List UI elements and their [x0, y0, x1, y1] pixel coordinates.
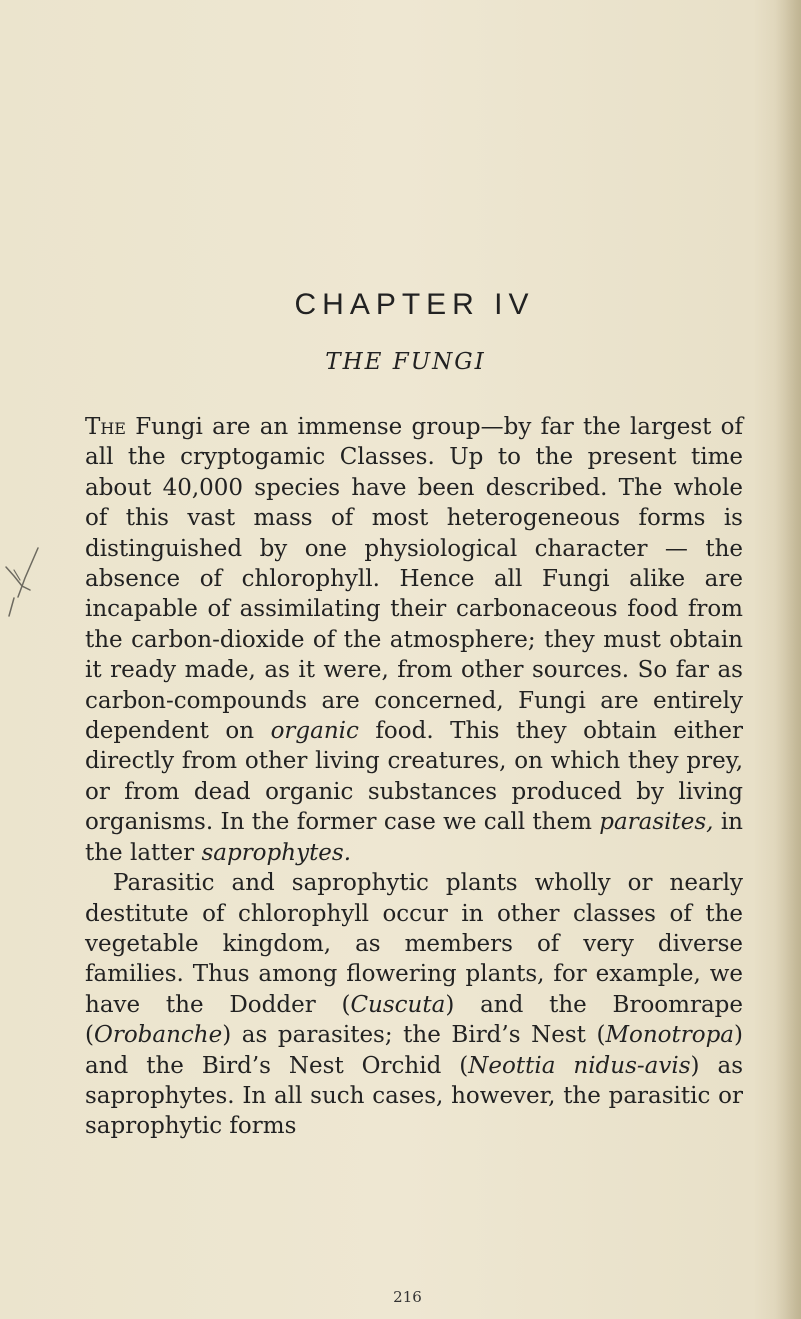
body-text	[85, 412, 743, 1142]
page-edge-shadow	[775, 0, 801, 1319]
italic-term: Orobanche	[93, 1022, 223, 1049]
text-segment: Parasitic and saprophytic plants wholly or nearly destitute of chlorophyll occur in other classes of the vegetable kingdom, as members of very diverse families. Thus among flowering plants, for example, we have the Dodder (	[85, 870, 743, 1018]
italic-term: Cuscuta	[350, 991, 446, 1018]
text-segment: in the latter	[85, 809, 743, 866]
text-segment: food. This they obtain either directly from other living creatures, on which they prey, or from dead organic substances produced by living organisms. In the former case we call them	[85, 718, 743, 836]
pencil-margin-mark-icon	[0, 0, 80, 660]
italic-term: organic	[270, 718, 359, 745]
text-segment: ) as parasites; the Bird’s Nest (	[222, 1022, 606, 1049]
chapter-title: THE FUNGI	[325, 349, 486, 375]
text-segment: ) and the Broomrape (	[85, 991, 743, 1049]
page-number: 216	[393, 1288, 422, 1306]
italic-term: Neottia nidus-avis	[468, 1052, 691, 1079]
paragraph-2	[85, 868, 743, 1142]
italic-term: Monotropa	[605, 1022, 735, 1049]
italic-term: parasites,	[599, 809, 714, 836]
italic-term: saprophytes.	[201, 839, 352, 866]
paragraph-1	[85, 412, 743, 868]
paragraph-lead: The	[85, 414, 126, 440]
text-segment: ) as saprophytes. In all such cases, however, the parasitic or saprophytic forms	[85, 1052, 743, 1140]
chapter-heading: CHAPTER IV	[294, 288, 535, 321]
text-segment: Fungi are an immense group—by far the largest of all the cryptogamic Classes. Up to the present time about 40,000 species have been described. The whole of this vast mass of most heterogeneous forms is distinguished by one physiological character — the absence of chlorophyll. Hence all Fungi alike are incapable of assimilating their carbonaceous food from the carbon-dioxide of the atmosphere; they must obtain it ready made, as it were, from other sources. So far as carbon-compounds are concerned, Fungi are entirely dependent on	[85, 414, 743, 745]
text-segment: ) and the Bird’s Nest Orchid (	[85, 1022, 743, 1079]
